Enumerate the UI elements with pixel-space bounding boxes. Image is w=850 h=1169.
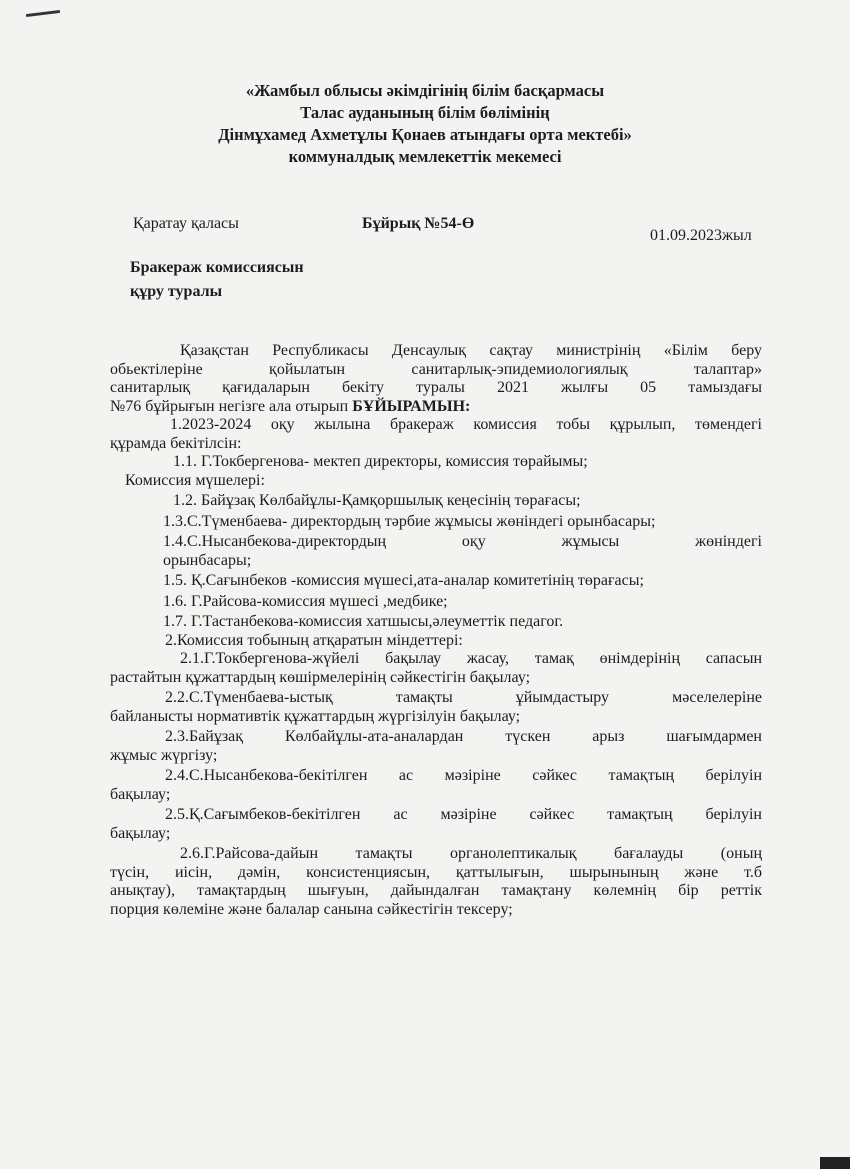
members-heading: Комиссия мүшелері: bbox=[125, 471, 265, 489]
clause-2-2-line-2: байланысты нормативтік құжаттардың жүргізілуін бақылау; bbox=[110, 707, 521, 725]
clause-1-6: 1.6. Г.Райсова-комиссия мүшесі ,медбике; bbox=[163, 592, 448, 610]
clause-1-5: 1.5. Қ.Сағынбеков -комиссия мүшесі,ата-аналар комитетінің төрағасы; bbox=[163, 572, 644, 589]
clause-1-2: 1.2. Байұзақ Көлбайұлы-Қамқоршылық кеңесінің төрағасы; bbox=[173, 492, 581, 509]
clause-2-6-line-3: анықтау), тамақтардың шығуын, дайындалған тамақтану көлемнің бір реттік bbox=[110, 882, 762, 899]
order-subject bbox=[130, 256, 304, 304]
scan-corner-mark bbox=[820, 1157, 850, 1169]
order-body bbox=[110, 342, 762, 919]
letterhead-line-2: Талас ауданының білім бөлімінің bbox=[300, 103, 550, 122]
clause-2-5-line-2: бақылау; bbox=[110, 824, 171, 842]
clause-2-1-line-2: растайтын құжаттардың көшірмелерінің сәйкестігін бақылау; bbox=[110, 668, 531, 686]
clause-2-4-line-1: 2.4.С.Нысанбекова-бекітілген ас мәзіріне сәйкес тамақтың берілуін bbox=[165, 767, 762, 784]
clause-1-7: 1.7. Г.Тастанбекова-комиссия хатшысы,әлеуметтік педагог. bbox=[163, 613, 564, 630]
order-meta bbox=[0, 215, 850, 244]
subject-line-1: Бракераж комиссиясын bbox=[130, 259, 304, 276]
order-date: 01.09.2023жыл bbox=[650, 227, 752, 244]
intro-line-1: Қазақстан Республикасы Денсаулық сақтау министрінің «Білім беру bbox=[180, 342, 762, 359]
scan-mark bbox=[26, 10, 60, 17]
clause-1-4-line-2: орынбасары; bbox=[163, 551, 252, 569]
letterhead-line-3: Дінмұхамед Ахметұлы Қонаев атындағы орта мектебі» bbox=[218, 125, 632, 144]
clause-1-1: 1.1. Г.Токбергенова- мектеп директоры, комиссия төрайымы; bbox=[173, 453, 588, 470]
letterhead bbox=[0, 80, 850, 168]
letterhead-line-4: коммуналдық мемлекеттік мекемесі bbox=[288, 147, 562, 166]
intro-line-4 bbox=[110, 398, 762, 417]
clause-2-heading: 2.Комиссия тобының атқаратын міндеттері: bbox=[165, 631, 463, 649]
clause-2-4-line-2: бақылау; bbox=[110, 785, 171, 803]
clause-2-2-line-1: 2.2.С.Түменбаева-ыстық тамақты ұйымдастыру мәселелеріне bbox=[165, 689, 762, 706]
clause-1-line-1: 1.2023-2024 оқу жылына бракераж комиссия тобы құрылып, төмендегі bbox=[170, 416, 762, 433]
clause-2-1-line-1: 2.1.Г.Токбергенова-жүйелі бақылау жасау, тамақ өнімдерінің сапасын bbox=[180, 650, 762, 667]
city: Қаратау қаласы bbox=[133, 215, 239, 232]
clause-2-3-line-2: жұмыс жүргізу; bbox=[110, 746, 218, 764]
clause-1-3: 1.3.С.Түменбаева- директордың тәрбие жұмысы жөніндегі орынбасары; bbox=[163, 512, 656, 530]
clause-2-6-line-1: 2.6.Г.Райсова-дайын тамақты органолептикалық бағалауды (оның bbox=[180, 845, 762, 862]
intro-line-2: обьектілеріне қойылатын санитарлық-эпидемиологиялық талаптар» bbox=[110, 360, 762, 378]
subject-line-2: құру туралы bbox=[130, 283, 223, 300]
order-word: БҰЙЫРАМЫН: bbox=[352, 397, 471, 415]
intro-line-3: санитарлық қағидаларын бекіту туралы 2021 жылғы 05 тамыздағы bbox=[110, 379, 762, 396]
clause-1-line-2: құрамда бекітілсін: bbox=[110, 434, 242, 452]
clause-1-4-line-1: 1.4.С.Нысанбекова-директордың оқу жұмысы жөніндегі bbox=[163, 533, 762, 550]
clause-2-3-line-1: 2.3.Байұзақ Көлбайұлы-ата-аналардан түскен арыз шағымдармен bbox=[165, 728, 762, 745]
clause-2-6-line-2: түсін, иісін, дәмін, консистенциясын, қаттылығын, шырынының және т.б bbox=[110, 863, 762, 881]
clause-2-5-line-1: 2.5.Қ.Сағымбеков-бекітілген ас мәзіріне сәйкес тамақтың берілуін bbox=[165, 806, 762, 823]
intro-line-4-text: №76 бұйрығын негізге ала отырып bbox=[110, 397, 349, 415]
clause-2-6-line-4: порция көлеміне және балалар санына сәйкестігін тексеру; bbox=[110, 900, 513, 918]
letterhead-line-1: «Жамбыл облысы әкімдігінің білім басқармасы bbox=[245, 81, 605, 100]
order-number: Бұйрық №54-Ө bbox=[362, 215, 475, 232]
